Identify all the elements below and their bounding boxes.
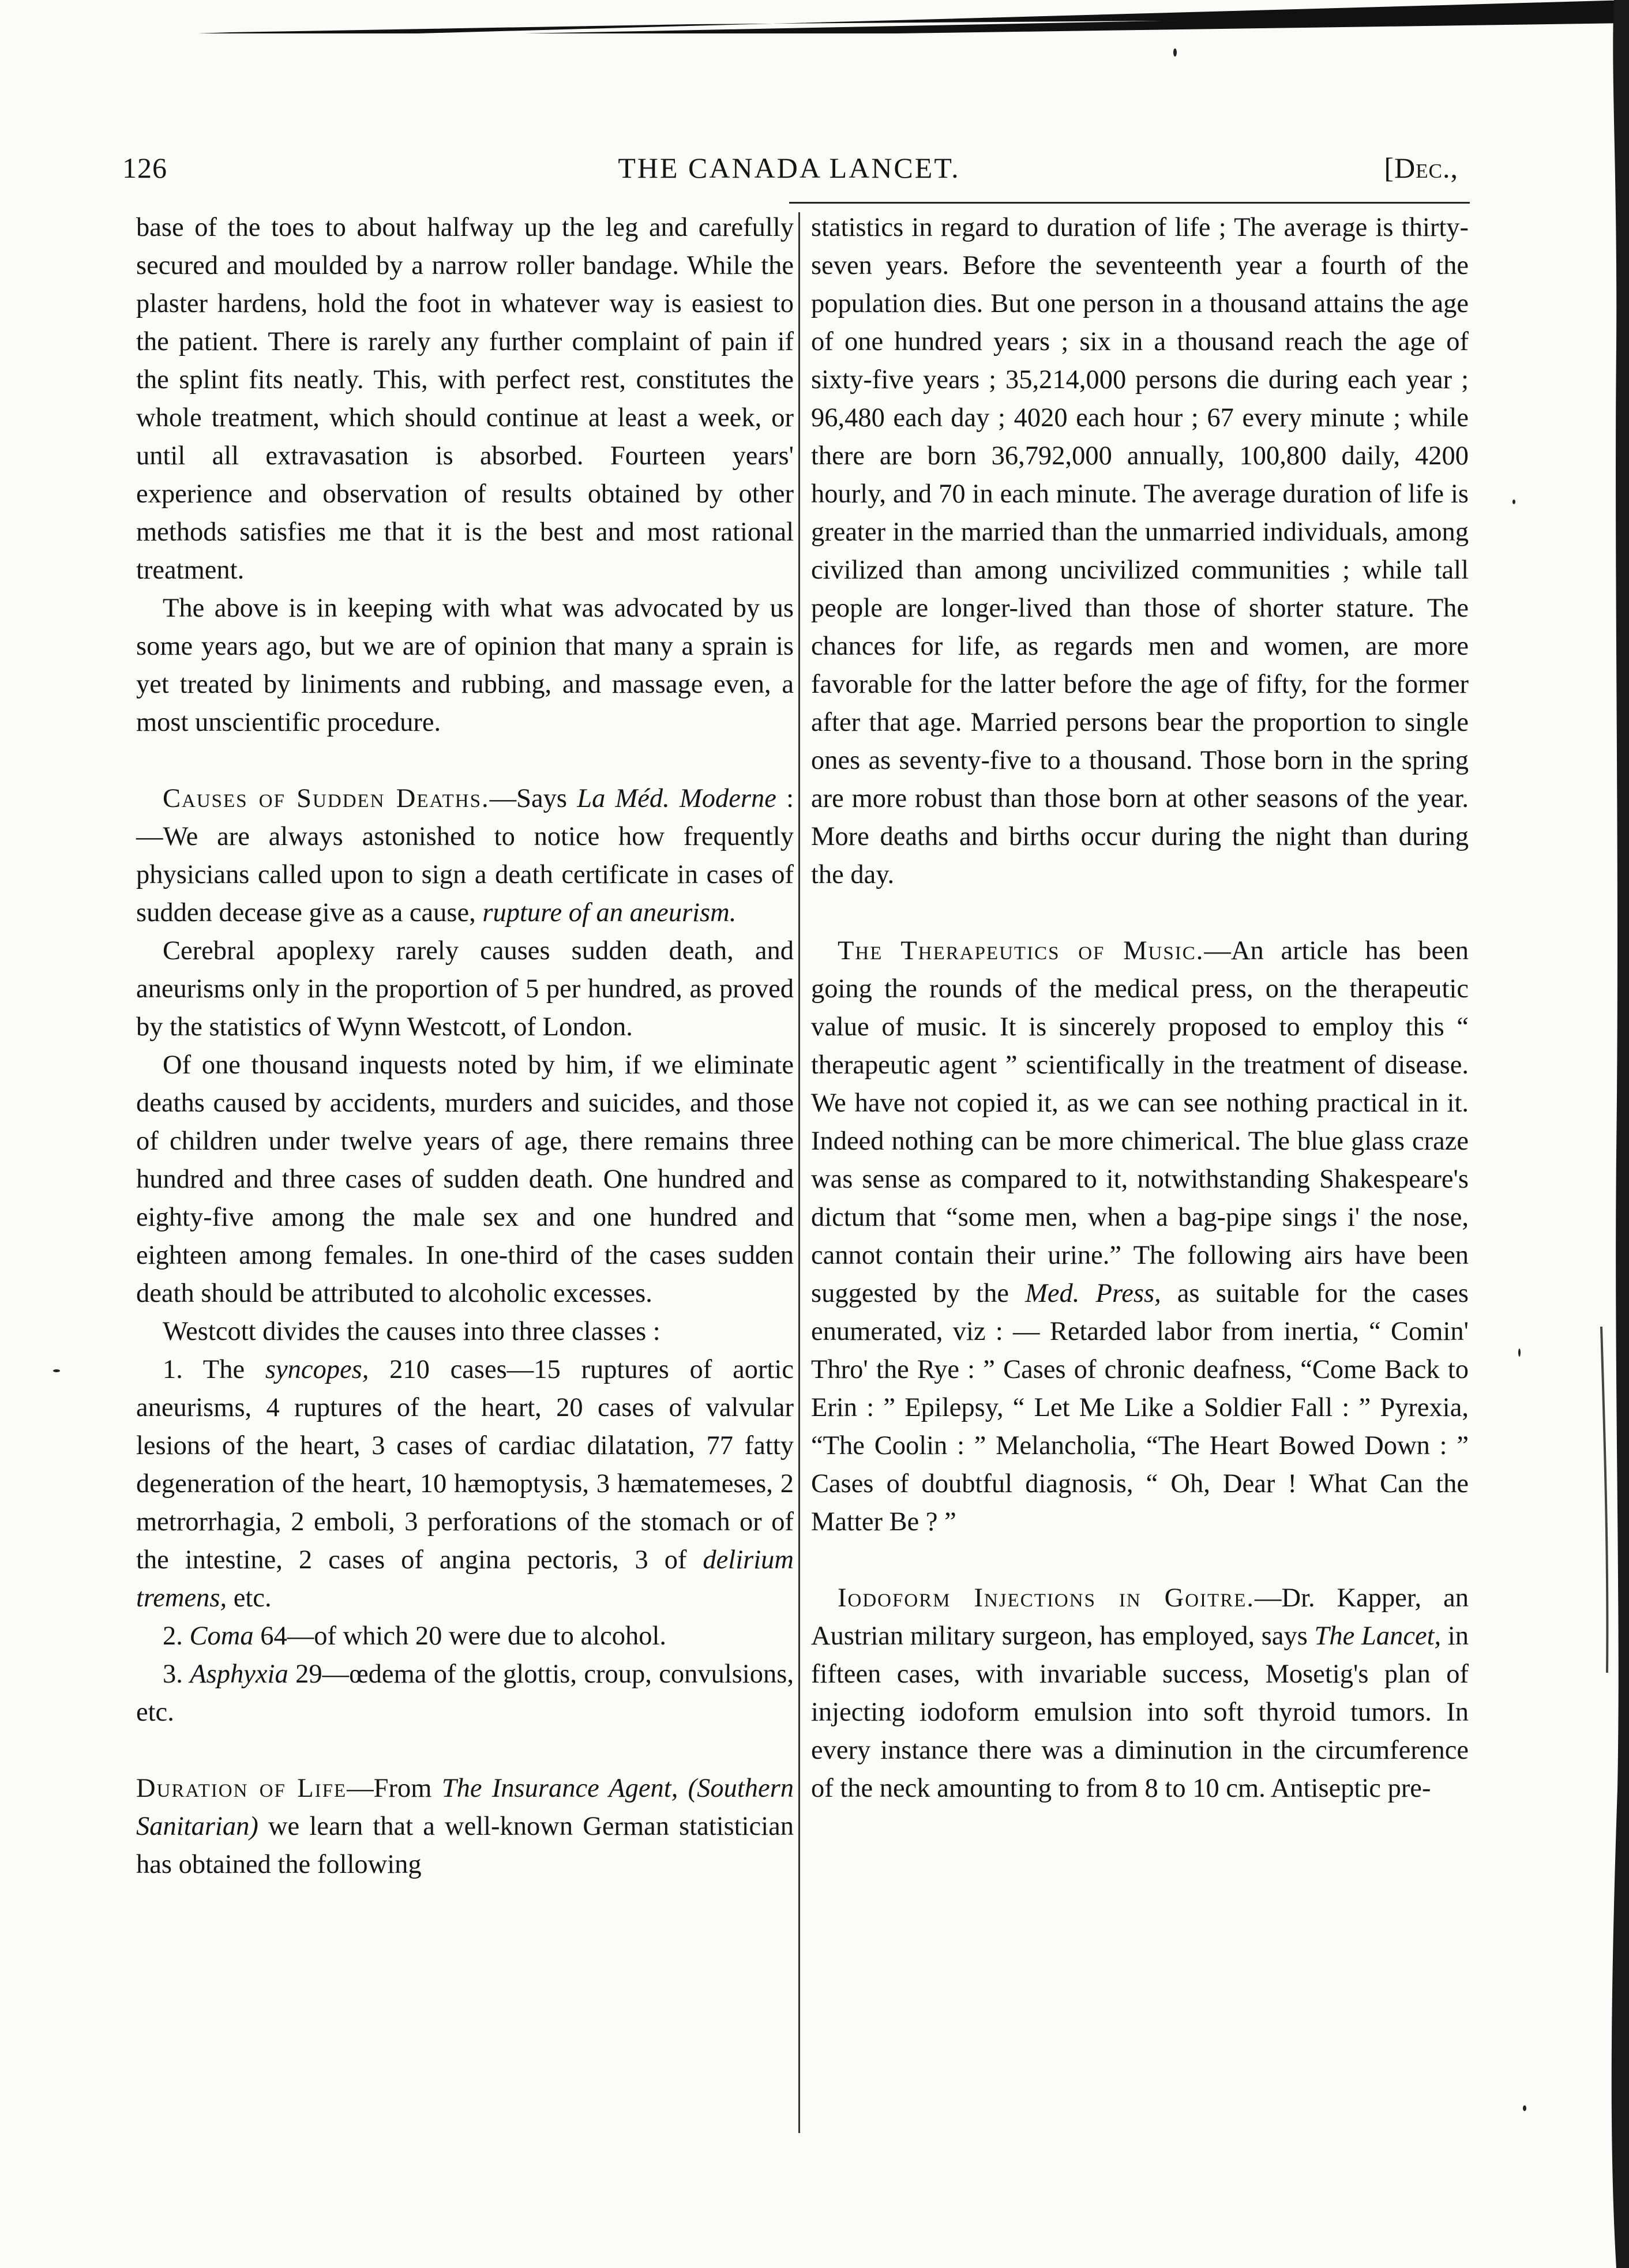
list-item-syncopes: 1. The syncopes, 210 cases—15 ruptures of aortic aneurisms, 4 ruptures of the heart, 20 cases of valvular lesions of the heart, 3 cases of cardiac dilatation, 77 fatty degeneration of the heart, 10 hæmoptysis, 3 hæmatemeses, 2 metrorrhagia, 2 emboli, 3 perforations of the stomach or of the intestine, 2 cases of angina pectoris, 3 of delirium tremens, etc. — [136, 1355, 794, 1613]
scan-speck — [53, 1369, 60, 1372]
scan-speck — [1523, 2105, 1526, 2111]
section-heading-iodoform: Iodoform Injections in Goitre. — [838, 1583, 1255, 1613]
paragraph-classes-intro: Westcott divides the causes into three classes : — [163, 1317, 660, 1346]
scan-speck — [1512, 500, 1515, 504]
emphasis-text: rupture of an aneurism. — [482, 898, 737, 928]
section-heading-duration-of-life: Duration of Life — [136, 1774, 347, 1803]
issue-month: [Dec., — [1384, 152, 1458, 184]
paragraph-editorial-comment: The above is in keeping with what was advocated by us some years ago, but we are of opinion that many a sprain is yet treated by liniments and rubbing, and massage even, a most unscientific procedure. — [136, 594, 794, 737]
paragraph-sprain-treatment: base of the toes to about halfway up the leg and carefully secured and moulded by a narrow roller bandage. While the plaster hardens, hold the foot in whatever way is easiest to the patient. There is rarely any further complaint of pain if the splint fits neatly. This, with perfect rest, constitutes the whole treatment, which should continue at least a week, or until all extravasation is absorbed. Fourteen years' experience and observation of results obtained by other methods satisfies me that it is the best and most rational treatment. — [136, 213, 794, 585]
section-heading-music: The Therapeutics of Music. — [838, 936, 1204, 966]
article-duration-of-life: Duration of Life—From The Insurance Agent, (Southern Sanitarian) we learn that a well-known German statistician has obtained the following — [136, 1774, 794, 1879]
column-divider — [798, 212, 800, 2133]
page-number: 126 — [122, 152, 167, 184]
source-citation: The Lancet, — [1314, 1621, 1442, 1651]
scan-speck — [1173, 48, 1177, 57]
section-heading-sudden-deaths: Causes of Sudden Deaths. — [163, 784, 490, 813]
scan-binding-edge — [1574, 0, 1629, 2268]
journal-title: THE CANADA LANCET. — [618, 152, 960, 184]
source-citation: (Southern Sanitarian) — [136, 1774, 794, 1841]
scan-speck — [1518, 1349, 1521, 1357]
source-citation: La Méd. Moderne — [577, 784, 776, 813]
header-rule — [789, 202, 1470, 204]
scan-top-edge — [0, 0, 1629, 33]
list-item-asphyxia: 3. Asphyxia 29—œdema of the glottis, croup, convulsions, etc. — [136, 1659, 794, 1727]
source-citation: The Insurance Agent, — [441, 1774, 678, 1803]
article-sudden-deaths: Causes of Sudden Deaths.—Says La Méd. Moderne :—We are always astonished to notice how frequently physicians called upon to sign a death certificate in cases of sudden decease give as a cause, rupture of an aneurism. — [136, 784, 794, 928]
list-item-coma: 2. Coma 64—of which 20 were due to alcohol. — [163, 1621, 667, 1651]
source-citation: Med. Press, — [1025, 1279, 1161, 1308]
paragraph-life-statistics: statistics in regard to duration of life ; The average is thirty-seven years. Before the seventeenth year a fourth of the population dies. But one person in a thousand attains the age of one hundred years ; six in a thousand reach the age of sixty-five years ; 35,214,000 persons die during each year ; 96,480 each day ; 4020 each hour ; 67 every minute ; while there are born 36,792,000 annually, 100,800 daily, 4200 hourly, and 70 in each minute. The average duration of life is greater in the married than the unmarried individuals, among civilized than among uncivilized communities ; while tall people are longer-lived than those of shorter stature. The chances for life, as regards men and women, are more favorable for the latter before the age of fifty, for the former after that age. Married persons bear the proportion to single ones as seventy-five to a thousand. Those born in the spring are more robust than those born at other seasons of the year. More deaths and births occur during the night than during the day. — [811, 213, 1469, 889]
paragraph-inquests: Of one thousand inquests noted by him, if we eliminate deaths caused by accidents, murders and suicides, and those of children under twelve years of age, there remains three hundred and three cases of sudden death. One hundred and eighty-five among the male sex and one hundred and eighteen among females. In one-third of the cases sudden death should be attributed to alcoholic excesses. — [136, 1050, 794, 1308]
right-column — [811, 209, 1469, 2170]
left-column — [136, 209, 794, 2170]
article-iodoform-injections: Iodoform Injections in Goitre.—Dr. Kapper, an Austrian military surgeon, has employed, says The Lancet, in fifteen cases, with invariable success, Mosetig's plan of injecting iodoform emulsion into soft thyroid tumors. In every instance there was a diminution in the circumference of the neck amounting to from 8 to 10 cm. Antiseptic pre- — [811, 1583, 1469, 1803]
paragraph-apoplexy: Cerebral apoplexy rarely causes sudden death, and aneurisms only in the proportion of 5 per hundred, as proved by the statistics of Wynn Westcott, of London. — [136, 936, 794, 1042]
page-header — [120, 151, 1458, 197]
article-therapeutics-of-music: The Therapeutics of Music.—An article has been going the rounds of the medical press, on the therapeutic value of music. It is sincerely proposed to employ this “ therapeutic agent ” scientifically in the treatment of disease. We have not copied it, as we can see nothing practical in it. Indeed nothing can be more chimerical. The blue glass craze was sense as compared to it, notwithstanding Shakespeare's dictum that “some men, when a bag-pipe sings i' the nose, cannot contain their urine.” The following airs have been suggested by the Med. Press, as suitable for the cases enumerated, viz : — Retarded labor from inertia, “ Comin' Thro' the Rye : ” Cases of chronic deafness, “Come Back to Erin : ” Epilepsy, “ Let Me Like a Soldier Fall : ” Pyrexia, “The Coolin : ” Melancholia, “The Heart Bowed Down : ” Cases of doubtful diagnosis, “ Oh, Dear ! What Can the Matter Be ? ” — [811, 936, 1469, 1537]
